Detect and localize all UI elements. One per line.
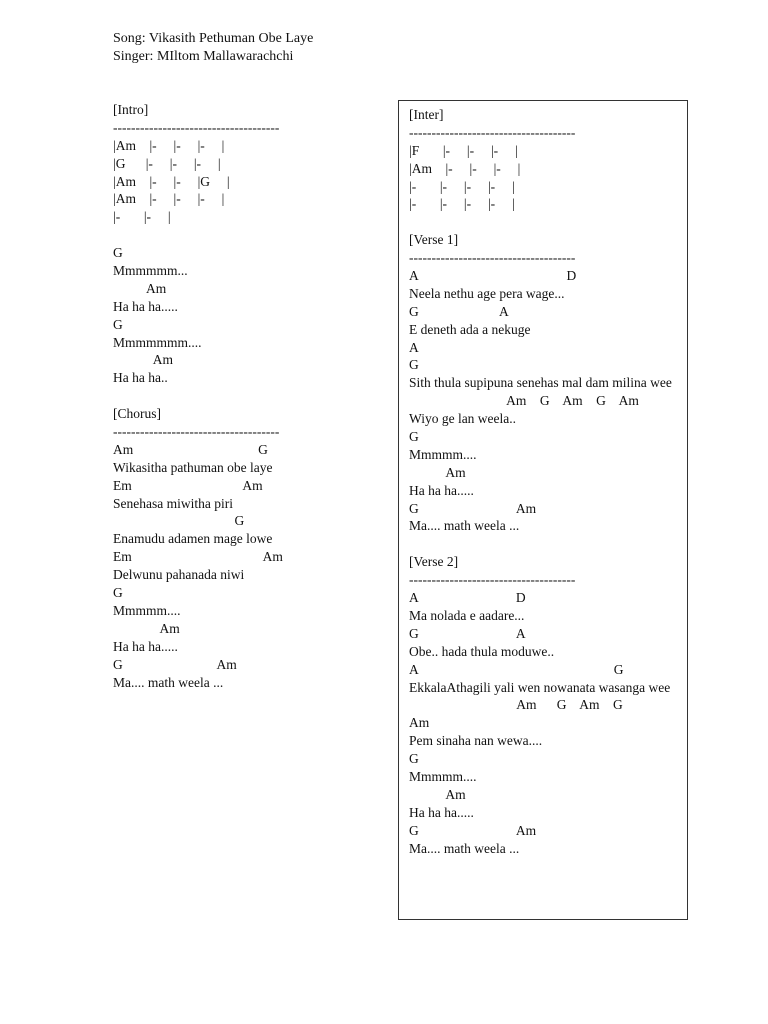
sheet-line: Ma nolada e aadare... [409,607,525,623]
sheet-line: Am G Am G [409,697,623,713]
sheet-line: Am [409,464,466,480]
sheet-line: G [409,751,419,767]
sheet-line: [Intro] [113,102,149,117]
sheet-line: Mmmmmmm.... [113,334,202,350]
sheet-line: G [113,316,123,332]
sheet-line: Ha ha ha.. [113,370,168,386]
sheet-line [113,226,383,244]
sheet-line: Obe.. hada thula moduwe.. [409,643,555,659]
sheet-line: Delwunu pahanada niwi [113,567,245,583]
left-column [113,101,383,691]
sheet-line: |Am |- |- |- | [113,191,225,207]
song-title: Song: Vikasith Pethuman Obe Laye [113,31,314,46]
sheet-line: Am [113,352,174,368]
sheet-line: G [113,245,123,261]
sheet-line: Pem sinaha nan wewa.... [409,733,543,749]
sheet-line: Ha ha ha..... [409,804,474,820]
sheet-line: Mmmmmm... [113,263,188,279]
singer-name: Singer: MIltom Mallawarachchi [113,49,294,64]
sheet-line: Mmmmm.... [409,446,477,462]
sheet-line: Ma.... math weela ... [113,674,224,690]
sheet-line: |F |- |- |- | [409,142,518,158]
sheet-line: Wikasitha pathuman obe laye [113,459,273,475]
sheet-line: Ha ha ha..... [113,298,178,314]
sheet-line: Ha ha ha..... [113,638,178,654]
right-column [409,106,684,857]
sheet-line: G [113,513,245,529]
sheet-line: Enamudu adamen mage lowe [113,531,273,547]
sheet-line: A [409,339,419,355]
sheet-line: [Verse 2] [409,554,459,570]
sheet-line: A D [409,590,526,606]
sheet-line: A G [409,661,624,677]
sheet-line: ------------------------------------- [409,250,576,266]
sheet-line: Am G [113,441,268,457]
sheet-line: G A [409,303,509,319]
sheet-line: |- |- | [113,209,171,225]
sheet-line: EkkalaAthagili yali wen nowanata wasanga wee [409,679,671,695]
sheet-line: Ma.... math weela ... [409,518,520,534]
sheet-line: G Am [113,656,237,672]
sheet-line: G [409,357,419,373]
sheet-line: Ha ha ha..... [409,482,474,498]
sheet-line: Em Am [113,477,263,493]
sheet-line: |G |- |- |- | [113,155,221,171]
sheet-line [409,213,684,231]
sheet-line: Sith thula supipuna senehas mal dam milina wee [409,375,672,391]
sheet-line: Neela nethu age pera wage... [409,285,565,301]
sheet-line: |- |- |- |- | [409,196,515,212]
sheet-line: |Am |- |- |G | [113,173,230,189]
sheet-line: Am [409,715,430,731]
right-box [398,100,688,920]
song-header [113,30,313,66]
sheet-line: G [409,429,419,445]
sheet-line: E deneth ada a nekuge [409,321,531,337]
sheet-line: Wiyo ge lan weela.. [409,411,517,427]
sheet-line: Mmmmm.... [409,768,477,784]
sheet-line: G A [409,625,526,641]
sheet-line: Am [113,620,180,636]
sheet-line: Em Am [113,549,283,565]
sheet-line: Mmmmm.... [113,602,181,618]
sheet-line: G [113,585,123,601]
sheet-line: Am G Am G Am [409,393,639,409]
sheet-line: G Am [409,500,537,516]
sheet-line: |Am |- |- |- | [113,137,225,153]
sheet-line: |Am |- |- |- | [409,160,521,176]
sheet-line [409,535,684,553]
sheet-line: A D [409,268,577,284]
sheet-line [113,387,383,405]
sheet-line: [Verse 1] [409,232,459,248]
sheet-line: Am [113,280,167,296]
sheet-line: [Chorus] [113,406,161,422]
sheet-line: ------------------------------------- [409,572,576,588]
sheet-line: Am [409,786,466,802]
sheet-line: Ma.... math weela ... [409,840,520,856]
sheet-line: ------------------------------------- [409,124,576,140]
sheet-line: [Inter] [409,107,444,122]
sheet-line: |- |- |- |- | [409,178,515,194]
sheet-line: Senehasa miwitha piri [113,495,233,511]
sheet-line: ------------------------------------- [113,424,280,440]
sheet-line: ------------------------------------- [113,119,280,135]
sheet-line: G Am [409,822,537,838]
